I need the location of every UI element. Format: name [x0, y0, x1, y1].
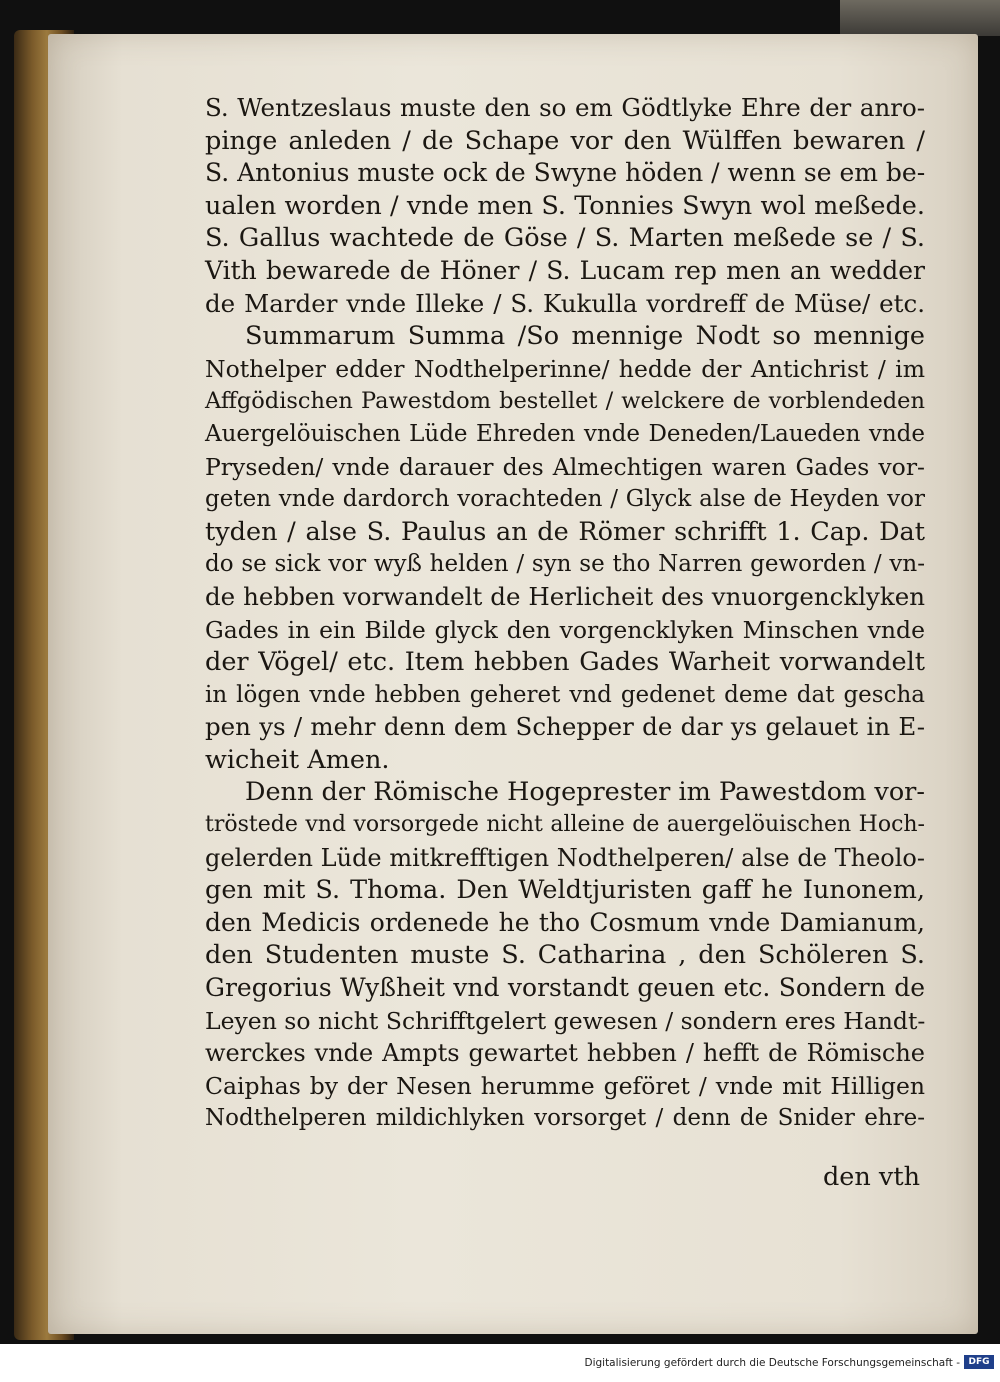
text-line: Gregorius Wyßheit vnd vorstandt geuen etc. Sondern de: [205, 973, 925, 1003]
scan-corner: [840, 0, 1000, 36]
text-line: Nodthelperen mildichlyken vorsorget / denn de Snider ehre-: [205, 1105, 925, 1132]
dfg-logo: DFG: [964, 1355, 994, 1369]
text-line: Denn der Römische Hogeprester im Pawestdom vor-: [245, 777, 925, 808]
text-line: de Marder vnde Illeke / S. Kukulla vordreff de Müse/ etc.: [205, 288, 925, 318]
text-line: Auergelöuischen Lüde Ehreden vnde Deneden/Laueden vnde: [205, 420, 925, 447]
text-line: Pryseden/ vnde darauer des Almechtigen waren Gades vor-: [205, 452, 925, 481]
page-body-text: [205, 92, 925, 1135]
text-line: ualen worden / vnde men S. Tonnies Swyn wol meßede.: [205, 190, 925, 221]
text-line: gelerden Lüde mitkrefftigen Nodthelperen/ alse de Theolo-: [205, 843, 925, 872]
catchword: den vth: [822, 1162, 920, 1192]
text-line: S. Antonius muste ock de Swyne höden / wenn se em be-: [205, 158, 926, 188]
footer-bar: [0, 1344, 1000, 1382]
text-line: wicheit Amen.: [205, 744, 390, 775]
text-line: Caiphas by der Nesen herumme geföret / vnde mit Hilligen: [205, 1071, 925, 1100]
text-line: Leyen so nicht Schrifftgelert gewesen / sondern eres Handt-: [205, 1006, 926, 1035]
text-line: do se sick vor wyß helden / syn se tho Narren geworden / vn-: [205, 551, 925, 578]
text-line: der Vögel/ etc. Item hebben Gades Warheit vorwandelt: [205, 647, 925, 678]
text-line: S. Wentzeslaus muste den so em Gödtlyke Ehre der anro-: [205, 93, 925, 122]
text-line: Affgödischen Pawestdom bestellet / welckere de vorblendeden: [205, 388, 925, 415]
text-line: Nothelper edder Nodthelperinne/ hedde der Antichrist / im: [205, 354, 925, 383]
text-line: den Medicis ordenede he tho Cosmum vnde Damianum,: [205, 907, 925, 937]
text-line: den Studenten muste S. Catharina , den Schöleren S.: [205, 940, 925, 971]
text-line: geten vnde dardorch vorachteden / Glyck alse de Heyden vor: [205, 486, 925, 513]
text-line: werckes vnde Ampts gewartet hebben / hefft de Römische: [205, 1039, 925, 1068]
text-line: pinge anleden / de Schape vor den Wülffen bewaren /: [205, 125, 925, 156]
text-line: S. Gallus wachtede de Göse / S. Marten meßede se / S.: [205, 223, 925, 254]
text-line: gen mit S. Thoma. Den Weldtjuristen gaff he Iunonem,: [205, 875, 925, 906]
text-line: tyden / alse S. Paulus an de Römer schrifft 1. Cap. Dat: [205, 516, 925, 547]
text-line: Gades in ein Bilde glyck den vorgencklyken Minschen vnde: [205, 615, 925, 644]
text-line: Summarum Summa /So mennige Nodt so mennige: [245, 321, 925, 352]
text-line: Vith bewarede de Höner / S. Lucam rep men an wedder: [205, 255, 925, 285]
text-line: tröstede vnd vorsorgede nicht alleine de auergelöuischen Hoch-: [205, 812, 925, 838]
text-line: in lögen vnde hebben geheret vnd gedenet deme dat gescha: [205, 681, 925, 708]
text-line: pen ys / mehr denn dem Schepper de dar ys gelauet in E-: [205, 712, 925, 742]
funding-credit: Digitalisierung gefördert durch die Deutsche Forschungsgemeinschaft -: [584, 1357, 960, 1369]
text-line: de hebben vorwandelt de Herlicheit des vnuorgencklyken: [205, 581, 925, 611]
